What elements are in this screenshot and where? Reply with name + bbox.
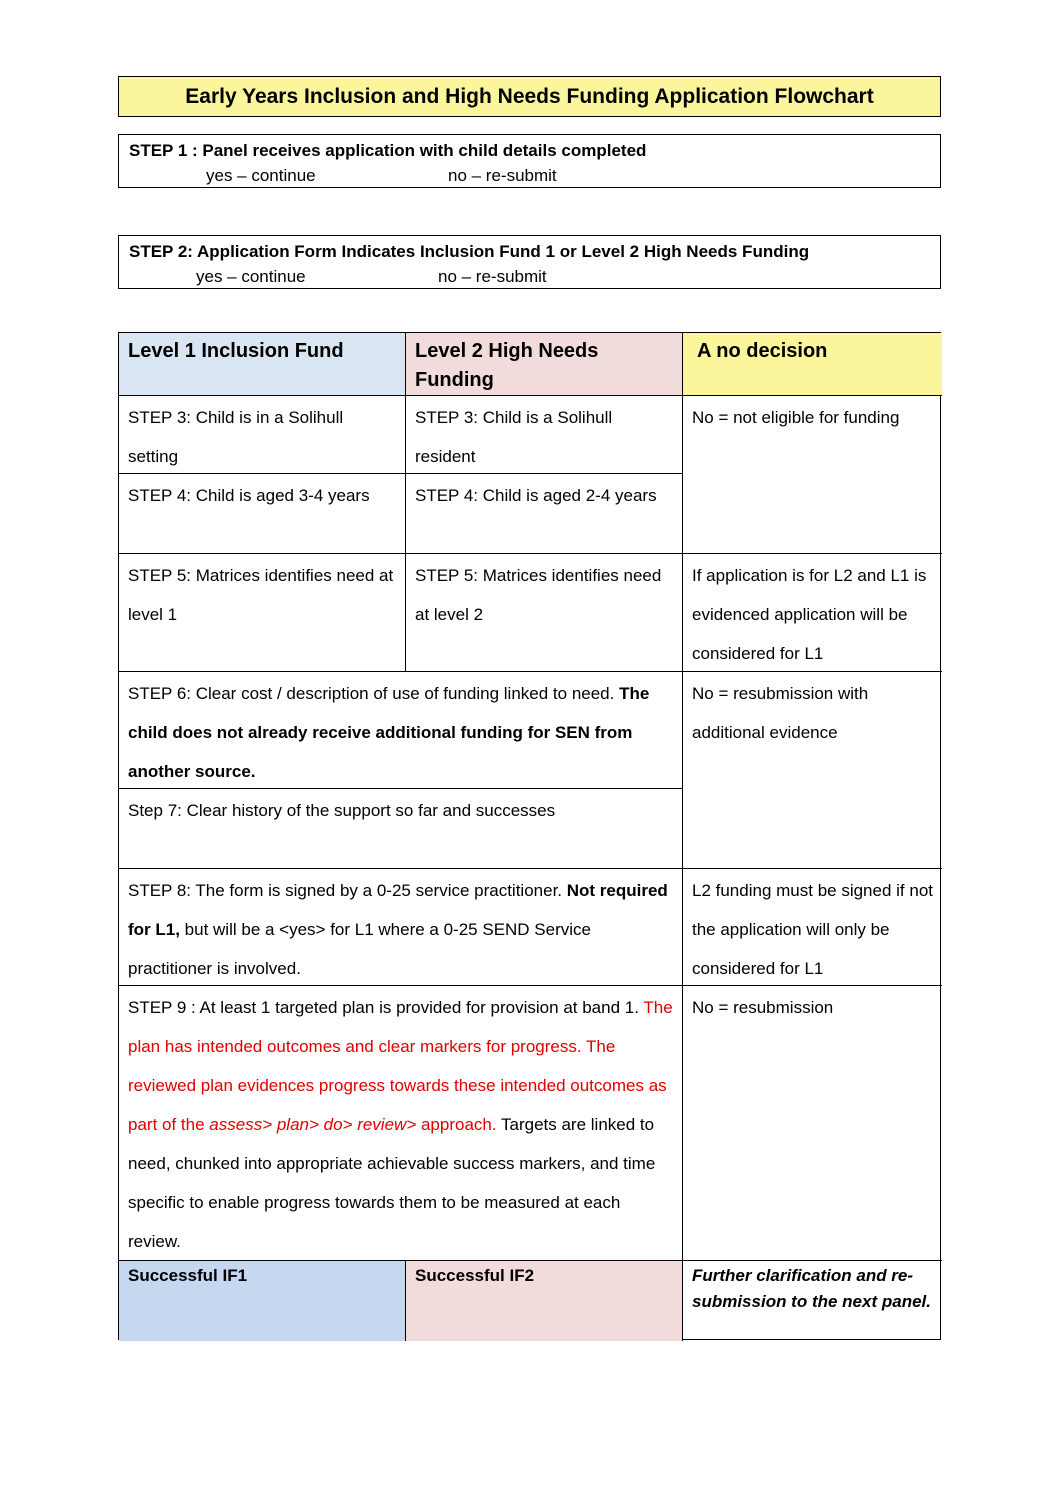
step6-no-decision: No = resubmission with additional evidence xyxy=(683,672,942,869)
step1-yes: yes – continue xyxy=(206,166,316,185)
step9-red-end: approach. xyxy=(416,1115,497,1134)
step9-text: STEP 9 : At least 1 targeted plan is provided for provision at band 1. xyxy=(128,998,644,1017)
step6-cell xyxy=(119,672,683,789)
step8-text-end: but will be a <yes> for L1 where a 0-25 SEND Service practitioner is involved. xyxy=(128,920,591,978)
step9-red-italic: assess> plan> do> review> xyxy=(209,1115,417,1134)
step2-box xyxy=(118,235,941,289)
step8-cell xyxy=(119,869,683,986)
successful-if2: Successful IF2 xyxy=(406,1261,683,1341)
funding-table xyxy=(118,332,941,1340)
header-no-decision: A no decision xyxy=(683,333,942,396)
step5-no-decision: If application is for L2 and L1 is evidenced application will be considered for L1 xyxy=(683,554,942,672)
step5-level2: STEP 5: Matrices identifies need at level 2 xyxy=(406,554,683,672)
step7-cell: Step 7: Clear history of the support so far and successes xyxy=(119,789,683,869)
step9-red-text: The plan has intended outcomes and clear markers for progress. The reviewed plan evidences progress towards these intended outcomes as part of the xyxy=(128,998,673,1134)
step2-yes: yes – continue xyxy=(196,267,306,286)
step9-no-decision: No = resubmission xyxy=(683,986,942,1261)
step1-box xyxy=(118,134,941,188)
step3-level1: STEP 3: Child is in a Solihull setting xyxy=(119,396,406,474)
step6-text: STEP 6: Clear cost / description of use of funding linked to need. xyxy=(128,684,620,703)
step1-heading: STEP 1 : Panel receives application with child details completed xyxy=(129,141,647,160)
step1-no: no – re-submit xyxy=(448,166,557,185)
further-clarification: Further clarification and re-submission to the next panel. xyxy=(692,1266,931,1311)
step8-text: STEP 8: The form is signed by a 0-25 service practitioner. xyxy=(128,881,567,900)
step4-level1: STEP 4: Child is aged 3-4 years xyxy=(119,474,406,554)
not-eligible-cell: No = not eligible for funding xyxy=(683,396,942,554)
header-level2: Level 2 High Needs Funding xyxy=(406,333,683,396)
page-title: Early Years Inclusion and High Needs Funding Application Flowchart xyxy=(118,76,941,117)
step2-no: no – re-submit xyxy=(438,267,547,286)
step5-level1: STEP 5: Matrices identifies need at level 1 xyxy=(119,554,406,672)
step6-bold-text: The child does not already receive additional funding for SEN from another source. xyxy=(128,684,650,781)
step4-level2: STEP 4: Child is aged 2-4 years xyxy=(406,474,683,554)
step8-bold-text: Not required for L1, xyxy=(128,881,668,939)
successful-if1: Successful IF1 xyxy=(119,1261,406,1341)
step2-heading: STEP 2: Application Form Indicates Inclusion Fund 1 or Level 2 High Needs Funding xyxy=(129,242,810,261)
step8-no-decision: L2 funding must be signed if not the application will only be considered for L1 xyxy=(683,869,942,986)
header-level1: Level 1 Inclusion Fund xyxy=(119,333,406,396)
step9-cell xyxy=(119,986,683,1261)
step9-text-end: Targets are linked to need, chunked into appropriate achievable success markers, and time specific to enable progress towards them to be measured at each review. xyxy=(128,1115,656,1251)
step3-level2: STEP 3: Child is a Solihull resident xyxy=(406,396,683,474)
